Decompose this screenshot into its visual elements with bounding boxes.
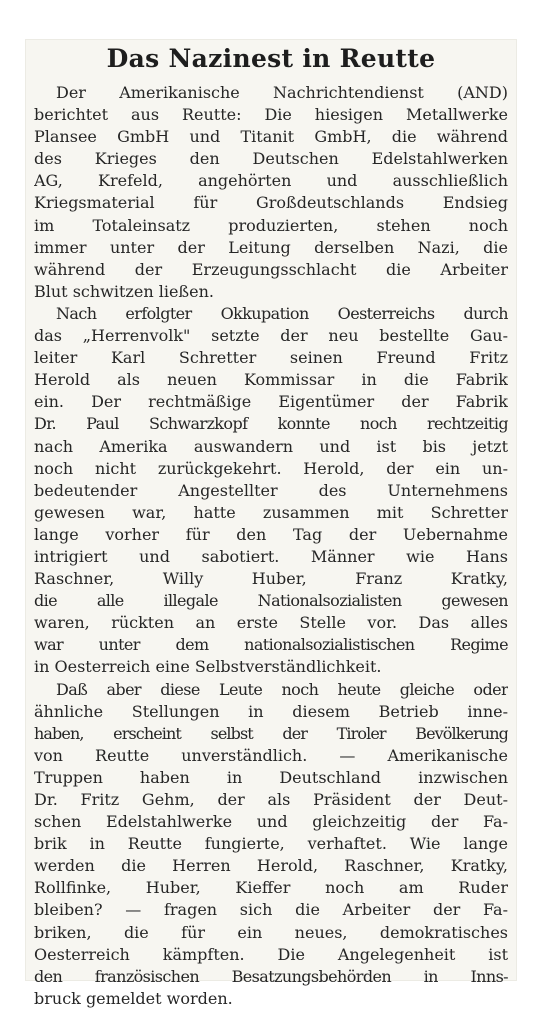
text-line: nach Amerika auswandern und ist bis jetzt [34,436,508,456]
text-line: Kriegsmaterial für Großdeutschlands Endsieg [34,193,508,213]
text-line: lange vorher für den Tag der Uebernahme [34,524,508,544]
text-line: war unter dem nationalsozialistischen Regime [34,635,508,655]
text-line: Daß aber diese Leute noch heute gleiche oder [56,679,508,699]
article-paragraph-3 [34,679,508,1010]
text-line: werden die Herren Herold, Raschner, Kratky, [34,856,508,876]
text-line: Raschner, Willy Huber, Franz Kratky, [34,569,508,589]
text-line: gewesen war, hatte zusammen mit Schretter [34,502,508,522]
text-line: bedeutender Angestellter des Unternehmens [34,480,508,500]
text-line: haben, erscheint selbst der Tiroler Bevölkerung [34,723,508,743]
text-line: bleiben? — fragen sich die Arbeiter der Fa- [34,900,508,920]
text-line: von Reutte unverständlich. — Amerikanische [34,745,508,765]
article-paragraph-2 [34,303,508,679]
text-line: in Oesterreich eine Selbstverständlichkeit. [34,657,382,677]
text-line: während der Erzeugungsschlacht die Arbeiter [34,259,508,279]
text-line: Nach erfolgter Okkupation Oesterreichs durch [56,303,508,323]
text-line: Herold als neuen Kommissar in die Fabrik [34,370,508,390]
text-line: Dr. Fritz Gehm, der als Präsident der Deut- [34,790,508,809]
article-title: Das Nazinest in Reutte [106,44,436,73]
text-line: noch nicht zurückgekehrt. Herold, der ein un- [34,458,508,478]
text-line: intrigiert und sabotiert. Männer wie Hans [34,546,508,566]
newspaper-clipping [26,40,516,1008]
text-line: Truppen haben in Deutschland inzwischen [34,767,508,787]
text-line: bruck gemeldet worden. [34,988,233,1008]
article-body [34,82,508,1010]
text-line: die alle illegale Nationalsozialisten gewesen [34,591,508,611]
text-line: Dr. Paul Schwarzkopf konnte noch rechtzeitig [34,414,508,434]
article-paragraph-1 [34,82,508,303]
text-line: das „Herrenvolk" setzte der neu bestellte Gau- [34,326,508,346]
text-line: schen Edelstahlwerke und gleichzeitig der Fa- [34,812,508,832]
text-line: Oesterreich kämpften. Die Angelegenheit ist [34,944,508,964]
text-line: Rollfinke, Huber, Kieffer noch am Ruder [34,878,508,898]
text-line: berichtet aus Reutte: Die hiesigen Metallwerke [34,105,508,125]
text-line: im Totaleinsatz produzierten, stehen noch [34,215,508,235]
text-line: Blut schwitzen ließen. [34,281,214,301]
text-line: immer unter der Leitung derselben Nazi, die [34,237,508,257]
text-line: des Krieges den Deutschen Edelstahlwerken [34,149,508,169]
text-line: leiter Karl Schretter seinen Freund Fritz [34,348,508,368]
text-line: Plansee GmbH und Titanit GmbH, die während [34,127,508,147]
text-line: AG, Krefeld, angehörten und ausschließlich [34,171,508,191]
text-line: briken, die für ein neues, demokratisches [34,922,508,942]
text-line: den französischen Besatzungsbehörden in Inns- [34,966,508,986]
text-line: Der Amerikanische Nachrichtendienst (AND) [56,83,508,102]
text-line: brik in Reutte fungierte, verhaftet. Wie lange [34,834,508,854]
text-line: ein. Der rechtmäßige Eigentümer der Fabrik [34,392,508,412]
text-line: waren, rückten an erste Stelle vor. Das alles [34,613,508,633]
text-line: ähnliche Stellungen in diesem Betrieb inne- [34,701,508,721]
